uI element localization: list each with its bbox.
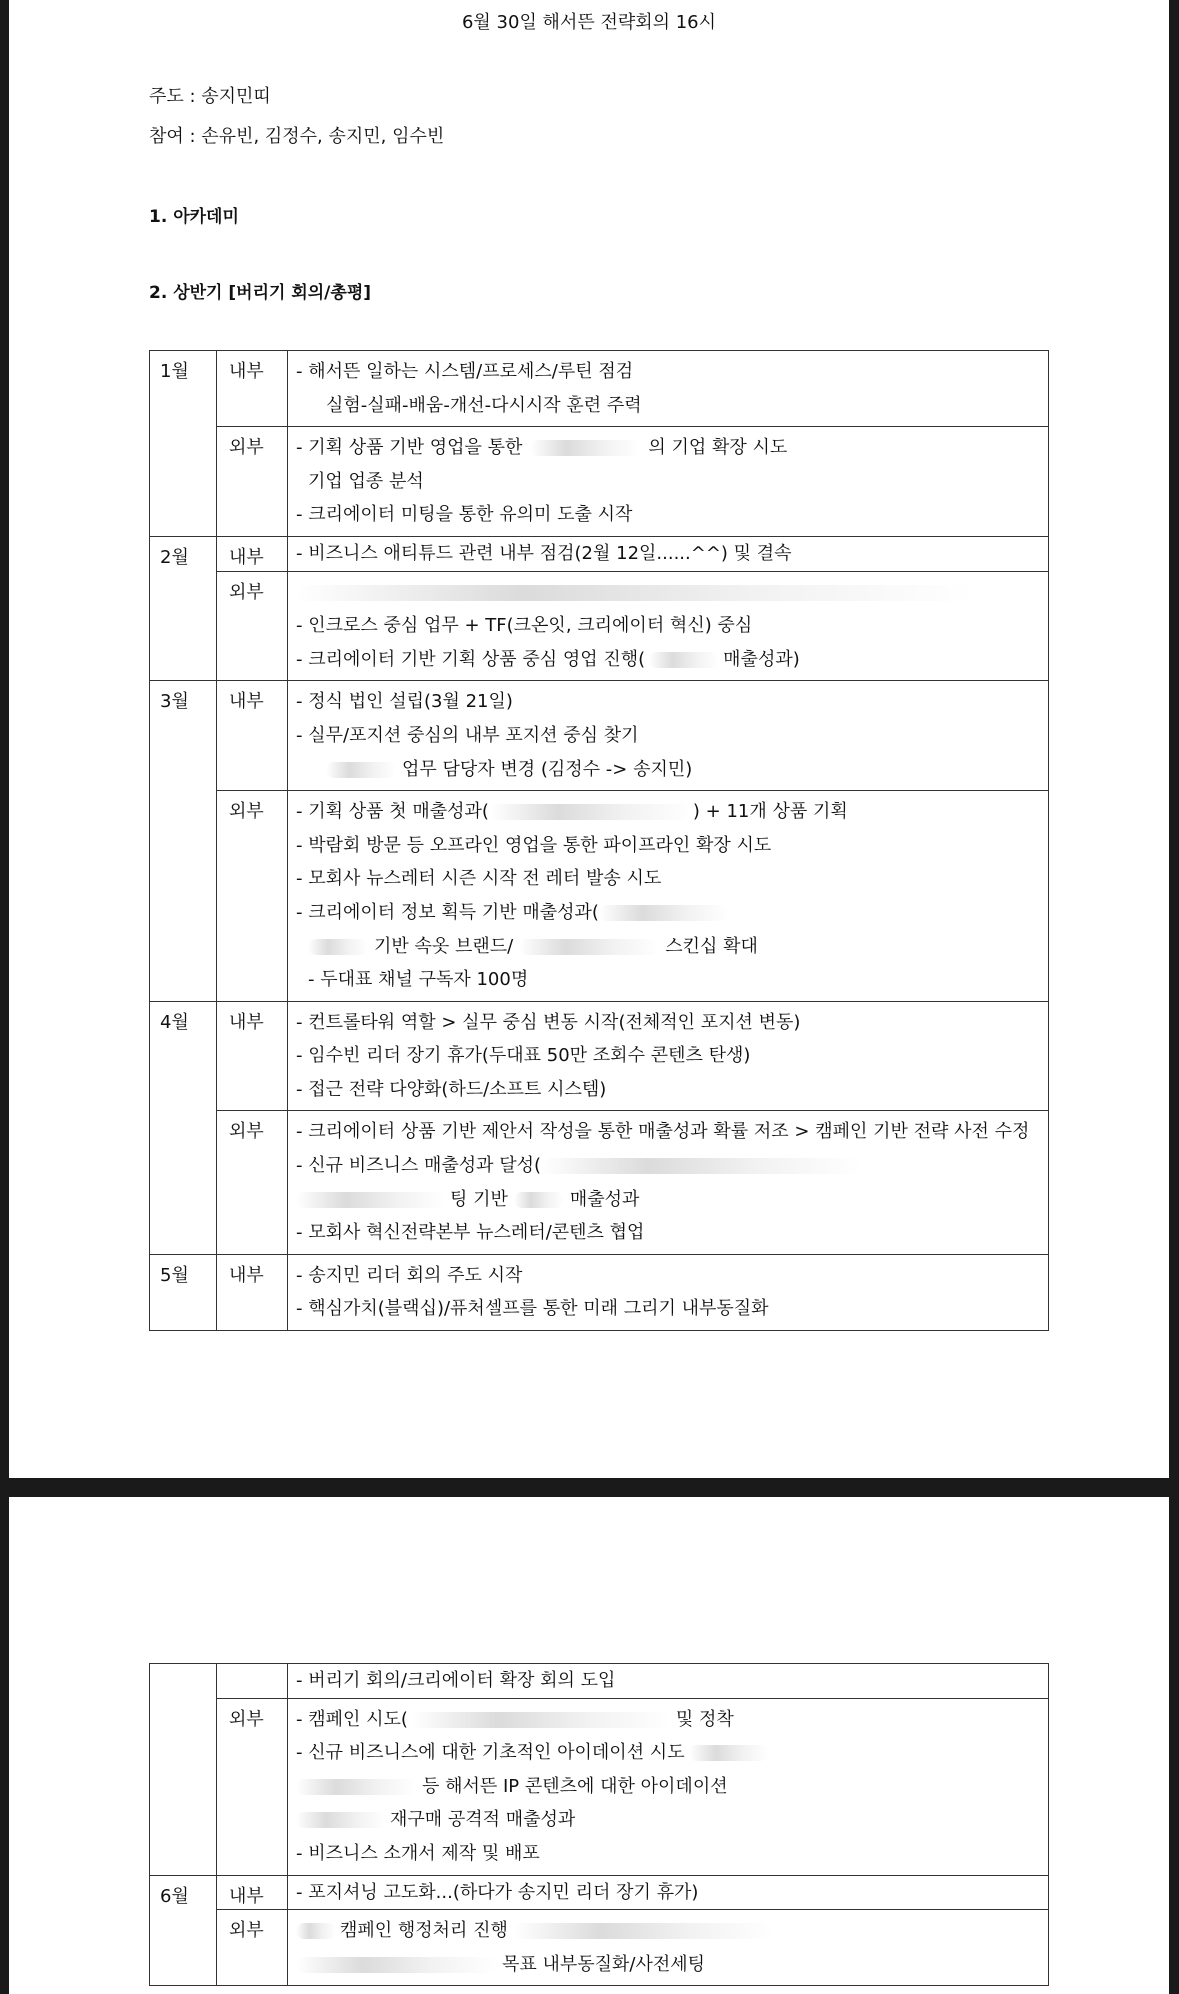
month-cell: 2월 <box>150 536 217 680</box>
kind-cell <box>217 1664 288 1699</box>
section-academy: 1. 아카데미 <box>149 207 239 227</box>
list-item: - 신규 비즈니스에 대한 기초적인 아이데이션 시도 <box>296 1736 1040 1770</box>
table-row <box>150 1001 1049 1111</box>
redacted-mark <box>530 440 640 456</box>
redacted-mark <box>296 1192 446 1208</box>
list-item: 캠페인 행정처리 진행 <box>296 1914 1040 1948</box>
kind-cell: 내부 <box>217 1001 288 1111</box>
list-item: - 크리에이터 정보 획득 기반 매출성과( <box>296 896 1040 930</box>
list-item: - 실무/포지션 중심의 내부 포지션 중심 찾기 <box>296 724 639 746</box>
document-page-2 <box>9 1497 1169 1994</box>
redacted-mark <box>649 652 719 668</box>
items-cell <box>288 1664 1049 1699</box>
redacted-mark <box>308 939 368 955</box>
list-item: - 컨트롤타워 역할 > 실무 중심 변동 시작(전체적인 포지션 변동) <box>296 1011 801 1033</box>
page-title: 6월 30일 해서뜬 전략회의 16시 <box>461 12 717 33</box>
list-item: - 크리에이터 미팅을 통한 유의미 도출 시작 <box>296 504 633 526</box>
items-cell <box>288 681 1049 791</box>
list-item: 기반 속옷 브랜드/ 스킨십 확대 <box>296 930 1040 964</box>
list-item: 목표 내부동질화/사전세팅 <box>296 1948 1040 1982</box>
redacted-mark <box>519 939 659 955</box>
table-row <box>150 1698 1049 1875</box>
list-item <box>296 576 1040 610</box>
table-row <box>150 427 1049 537</box>
table-row <box>150 571 1049 681</box>
table-row <box>150 1664 1049 1699</box>
table-row <box>150 536 1049 571</box>
table-row <box>150 1111 1049 1254</box>
kind-cell: 내부 <box>217 681 288 791</box>
items-cell <box>288 1111 1049 1254</box>
kind-cell: 외부 <box>217 427 288 537</box>
items-cell <box>288 1910 1049 1986</box>
list-item: 팅 기반 매출성과 <box>296 1183 1040 1217</box>
month-cell: 4월 <box>150 1001 217 1254</box>
list-item: 재구매 공격적 매출성과 <box>296 1803 1040 1837</box>
table-row <box>150 351 1049 427</box>
list-item: - 인크로스 중심 업무 + TF(크온잇, 크리에이터 혁신) 중심 <box>296 615 753 637</box>
month-cell: 6월 <box>150 1875 217 1986</box>
redacted-mark <box>296 1957 496 1973</box>
redacted-mark <box>491 804 691 820</box>
redacted-mark <box>326 762 396 778</box>
list-item: - 임수빈 리더 장기 휴가(두대표 50만 조회수 콘텐츠 탄생) <box>296 1045 751 1067</box>
list-item: - 정식 법인 설립(3월 21일) <box>296 691 513 713</box>
items-cell <box>288 1254 1049 1330</box>
redacted-mark <box>296 1923 336 1939</box>
redacted-mark <box>514 1923 774 1939</box>
list-item: - 캠페인 시도( 및 정착 <box>296 1708 734 1730</box>
redacted-mark <box>689 1745 769 1761</box>
list-item: - 두대표 채널 구독자 100명 <box>308 969 529 991</box>
list-item: - 송지민 리더 회의 주도 시작 <box>296 1264 523 1286</box>
items-cell <box>288 536 1049 571</box>
document-page-1 <box>9 0 1169 1478</box>
redacted-mark <box>296 1779 416 1795</box>
kind-cell: 외부 <box>217 1910 288 1986</box>
list-item: - 신규 비즈니스 매출성과 달성( <box>296 1149 1040 1183</box>
list-item: - 크리에이터 상품 기반 제안서 작성을 통한 매출성과 확률 저조 > 캠페인 기반 전략 사전 수정 <box>296 1121 1030 1143</box>
table-row <box>150 681 1049 791</box>
table-row <box>150 1875 1049 1910</box>
redacted-mark <box>541 1158 861 1174</box>
redacted-mark <box>412 1712 672 1728</box>
kind-cell: 외부 <box>217 791 288 1002</box>
month-cell: 3월 <box>150 681 217 1001</box>
table-row <box>150 791 1049 1002</box>
kind-cell: 내부 <box>217 536 288 571</box>
meeting-participants: 참여 : 손유빈, 김정수, 송지민, 임수빈 <box>149 126 445 147</box>
list-item: - 접근 전략 다양화(하드/소프트 시스템) <box>296 1078 607 1100</box>
month-cell: 5월 <box>150 1254 217 1330</box>
items-cell <box>288 1001 1049 1111</box>
list-item: - 기획 상품 기반 영업을 통한 의 기업 확장 시도 <box>296 437 788 459</box>
items-cell <box>288 1698 1049 1875</box>
list-item: - 비즈니스 애티튜드 관련 내부 점검(2월 12일......^^) 및 결속 <box>296 542 792 564</box>
list-item: - 기획 상품 첫 매출성과( ) + 11개 상품 기획 <box>296 801 848 823</box>
items-cell <box>288 571 1049 681</box>
month-cell: 1월 <box>150 351 217 537</box>
list-item: 등 해서뜬 IP 콘텐츠에 대한 아이데이션 <box>296 1770 1040 1804</box>
redacted-mark <box>296 1812 386 1828</box>
list-item: - 비즈니스 소개서 제작 및 배포 <box>296 1842 540 1864</box>
list-item: - 모회사 뉴스레터 시즌 시작 전 레터 발송 시도 <box>296 868 662 890</box>
kind-cell: 내부 <box>217 1254 288 1330</box>
table-row <box>150 1910 1049 1986</box>
list-item: - 핵심가치(블랙십)/퓨처셀프를 통한 미래 그리기 내부동질화 <box>296 1298 769 1320</box>
redacted-mark <box>296 585 976 601</box>
table-row <box>150 1254 1049 1330</box>
list-item: - 모회사 혁신전략본부 뉴스레터/콘텐츠 협업 <box>296 1222 645 1244</box>
kind-cell: 외부 <box>217 1111 288 1254</box>
list-item: - 포지셔닝 고도화...(하다가 송지민 리더 장기 휴가) <box>296 1881 699 1903</box>
redacted-mark <box>514 1192 564 1208</box>
meeting-lead: 주도 : 송지민띠 <box>149 86 271 107</box>
first-half-table-continued <box>149 1663 1049 1986</box>
kind-cell: 내부 <box>217 351 288 427</box>
list-item: 업무 담당자 변경 (김정수 -> 송지민) <box>296 753 1040 787</box>
list-item: - 박람회 방문 등 오프라인 영업을 통한 파이프라인 확장 시도 <box>296 834 772 856</box>
items-cell <box>288 427 1049 537</box>
kind-cell: 외부 <box>217 1698 288 1875</box>
kind-cell: 내부 <box>217 1875 288 1910</box>
items-cell <box>288 351 1049 427</box>
items-cell <box>288 791 1049 1002</box>
list-item: 실험-실패-배움-개선-다시시작 훈련 주력 <box>326 394 642 416</box>
list-item: 기업 업종 분석 <box>308 470 424 492</box>
section-first-half: 2. 상반기 [버리기 회의/총평] <box>149 283 372 303</box>
redacted-mark <box>599 905 729 921</box>
kind-cell: 외부 <box>217 571 288 681</box>
list-item: - 버리기 회의/크리에이터 확장 회의 도입 <box>296 1670 616 1691</box>
first-half-table <box>149 350 1049 1331</box>
items-cell <box>288 1875 1049 1910</box>
list-item: - 크리에이터 기반 기획 상품 중심 영업 진행( 매출성과) <box>296 648 800 670</box>
month-cell <box>150 1664 217 1876</box>
list-item: - 해서뜬 일하는 시스템/프로세스/루틴 점검 <box>296 361 634 382</box>
